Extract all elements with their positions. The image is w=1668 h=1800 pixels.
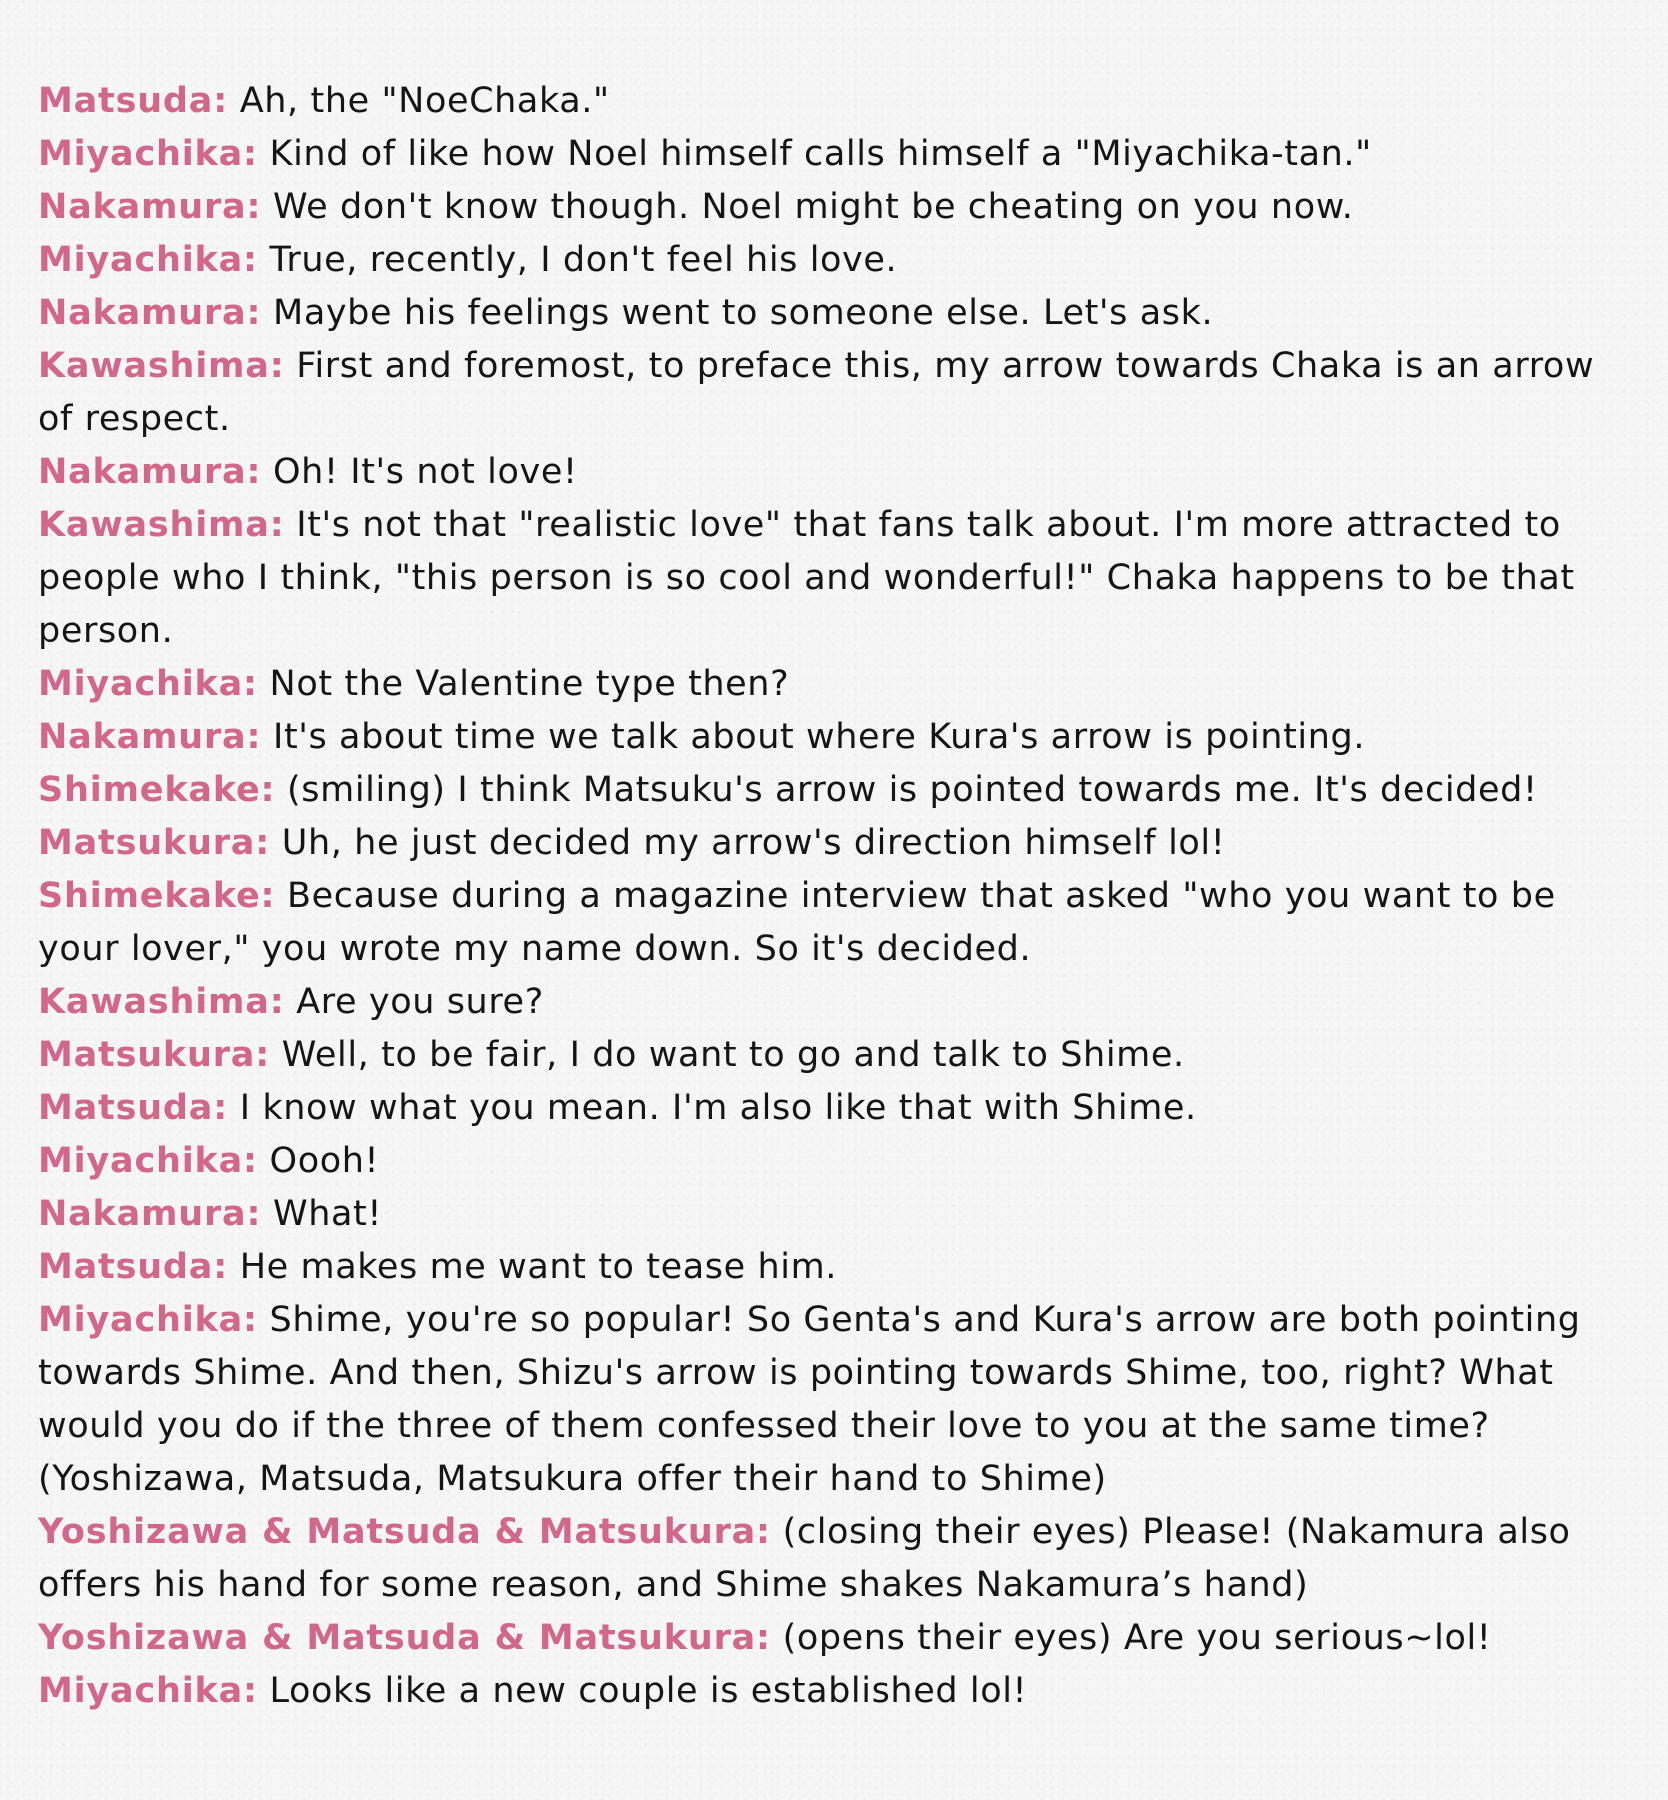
speaker-name: Kawashima: bbox=[38, 505, 285, 545]
dialogue-line bbox=[38, 446, 1638, 499]
dialogue-text: He makes me want to tease him. bbox=[239, 1247, 838, 1287]
dialogue-line bbox=[38, 764, 1638, 817]
dialogue-text: First and foremost, to preface this, my arrow towards Chaka is an arrow of respect. bbox=[38, 346, 1595, 439]
dialogue-text: (opens their eyes) Are you serious~lol! bbox=[782, 1618, 1492, 1658]
dialogue-line bbox=[38, 870, 1638, 976]
speaker-name: Matsuda: bbox=[38, 1247, 228, 1287]
dialogue-text: I know what you mean. I'm also like that with Shime. bbox=[239, 1088, 1197, 1128]
speaker-name: Matsuda: bbox=[38, 81, 228, 121]
speaker-name: Nakamura: bbox=[38, 1194, 262, 1234]
dialogue-text: It's about time we talk about where Kura's arrow is pointing. bbox=[273, 717, 1366, 757]
dialogue-text: Shime, you're so popular! So Genta's and Kura's arrow are both pointing towards Shime. And then, Shizu's arrow is pointing towards Shime, too, right? What would you do if the three of them confessed their love to you at the same time? (Yoshizawa, Matsuda, Matsukura offer their hand to Shime) bbox=[38, 1300, 1581, 1499]
dialogue-line bbox=[38, 1612, 1638, 1665]
speaker-name: Miyachika: bbox=[38, 1141, 258, 1181]
speaker-name: Matsukura: bbox=[38, 823, 270, 863]
speaker-name: Miyachika: bbox=[38, 1671, 258, 1711]
dialogue-text: Oooh! bbox=[269, 1141, 380, 1181]
dialogue-line bbox=[38, 340, 1638, 446]
dialogue-line bbox=[38, 711, 1638, 764]
speaker-name: Miyachika: bbox=[38, 240, 258, 280]
dialogue-line bbox=[38, 234, 1638, 287]
speaker-name: Miyachika: bbox=[38, 664, 258, 704]
speaker-name: Matsukura: bbox=[38, 1035, 270, 1075]
dialogue-line bbox=[38, 1188, 1638, 1241]
speaker-name: Matsuda: bbox=[38, 1088, 228, 1128]
dialogue-text: Ah, the "NoeChaka." bbox=[239, 81, 610, 121]
dialogue-text: Well, to be fair, I do want to go and talk to Shime. bbox=[281, 1035, 1185, 1075]
dialogue-text: Because during a magazine interview that asked "who you want to be your lover," you wrote my name down. So it's decided. bbox=[38, 876, 1556, 969]
speaker-name: Yoshizawa & Matsuda & Matsukura: bbox=[38, 1618, 771, 1658]
speaker-name: Nakamura: bbox=[38, 293, 262, 333]
speaker-name: Yoshizawa & Matsuda & Matsukura: bbox=[38, 1512, 771, 1552]
dialogue-line bbox=[38, 976, 1638, 1029]
speaker-name: Nakamura: bbox=[38, 452, 262, 492]
dialogue-line bbox=[38, 817, 1638, 870]
speaker-name: Nakamura: bbox=[38, 717, 262, 757]
speaker-name: Kawashima: bbox=[38, 346, 285, 386]
dialogue-text: Maybe his feelings went to someone else. Let's ask. bbox=[273, 293, 1214, 333]
dialogue-text: Oh! It's not love! bbox=[273, 452, 578, 492]
speaker-name: Kawashima: bbox=[38, 982, 285, 1022]
dialogue-line bbox=[38, 1241, 1638, 1294]
speaker-name: Shimekake: bbox=[38, 876, 276, 916]
dialogue-text: We don't know though. Noel might be cheating on you now. bbox=[273, 187, 1354, 227]
dialogue-line bbox=[38, 287, 1638, 340]
dialogue-text: True, recently, I don't feel his love. bbox=[269, 240, 898, 280]
dialogue-text: Not the Valentine type then? bbox=[269, 664, 790, 704]
dialogue-line bbox=[38, 1506, 1638, 1612]
dialogue-line bbox=[38, 128, 1638, 181]
speaker-name: Nakamura: bbox=[38, 187, 262, 227]
speaker-name: Miyachika: bbox=[38, 1300, 258, 1340]
dialogue-line bbox=[38, 1294, 1638, 1506]
dialogue-line bbox=[38, 1082, 1638, 1135]
dialogue-line bbox=[38, 1029, 1638, 1082]
dialogue-text: (closing their eyes) Please! (Nakamura also offers his hand for some reason, and Shime shakes Nakamura’s hand) bbox=[38, 1512, 1571, 1605]
dialogue-text: What! bbox=[273, 1194, 383, 1234]
speaker-name: Shimekake: bbox=[38, 770, 276, 810]
dialogue-text: Kind of like how Noel himself calls himself a "Miyachika-tan." bbox=[269, 134, 1372, 174]
dialogue-line bbox=[38, 658, 1638, 711]
dialogue-text: It's not that "realistic love" that fans talk about. I'm more attracted to people who I think, "this person is so cool and wonderful!" Chaka happens to be that person. bbox=[38, 505, 1575, 651]
dialogue-line bbox=[38, 181, 1638, 234]
dialogue-text: Uh, he just decided my arrow's direction himself lol! bbox=[281, 823, 1226, 863]
dialogue-line bbox=[38, 75, 1638, 128]
dialogue-line bbox=[38, 1135, 1638, 1188]
dialogue-text: Looks like a new couple is established lol! bbox=[269, 1671, 1028, 1711]
speaker-name: Miyachika: bbox=[38, 134, 258, 174]
dialogue-line bbox=[38, 499, 1638, 658]
dialogue-text: Are you sure? bbox=[296, 982, 544, 1022]
transcript bbox=[38, 75, 1638, 1718]
dialogue-text: (smiling) I think Matsuku's arrow is pointed towards me. It's decided! bbox=[287, 770, 1538, 810]
dialogue-line bbox=[38, 1665, 1638, 1718]
